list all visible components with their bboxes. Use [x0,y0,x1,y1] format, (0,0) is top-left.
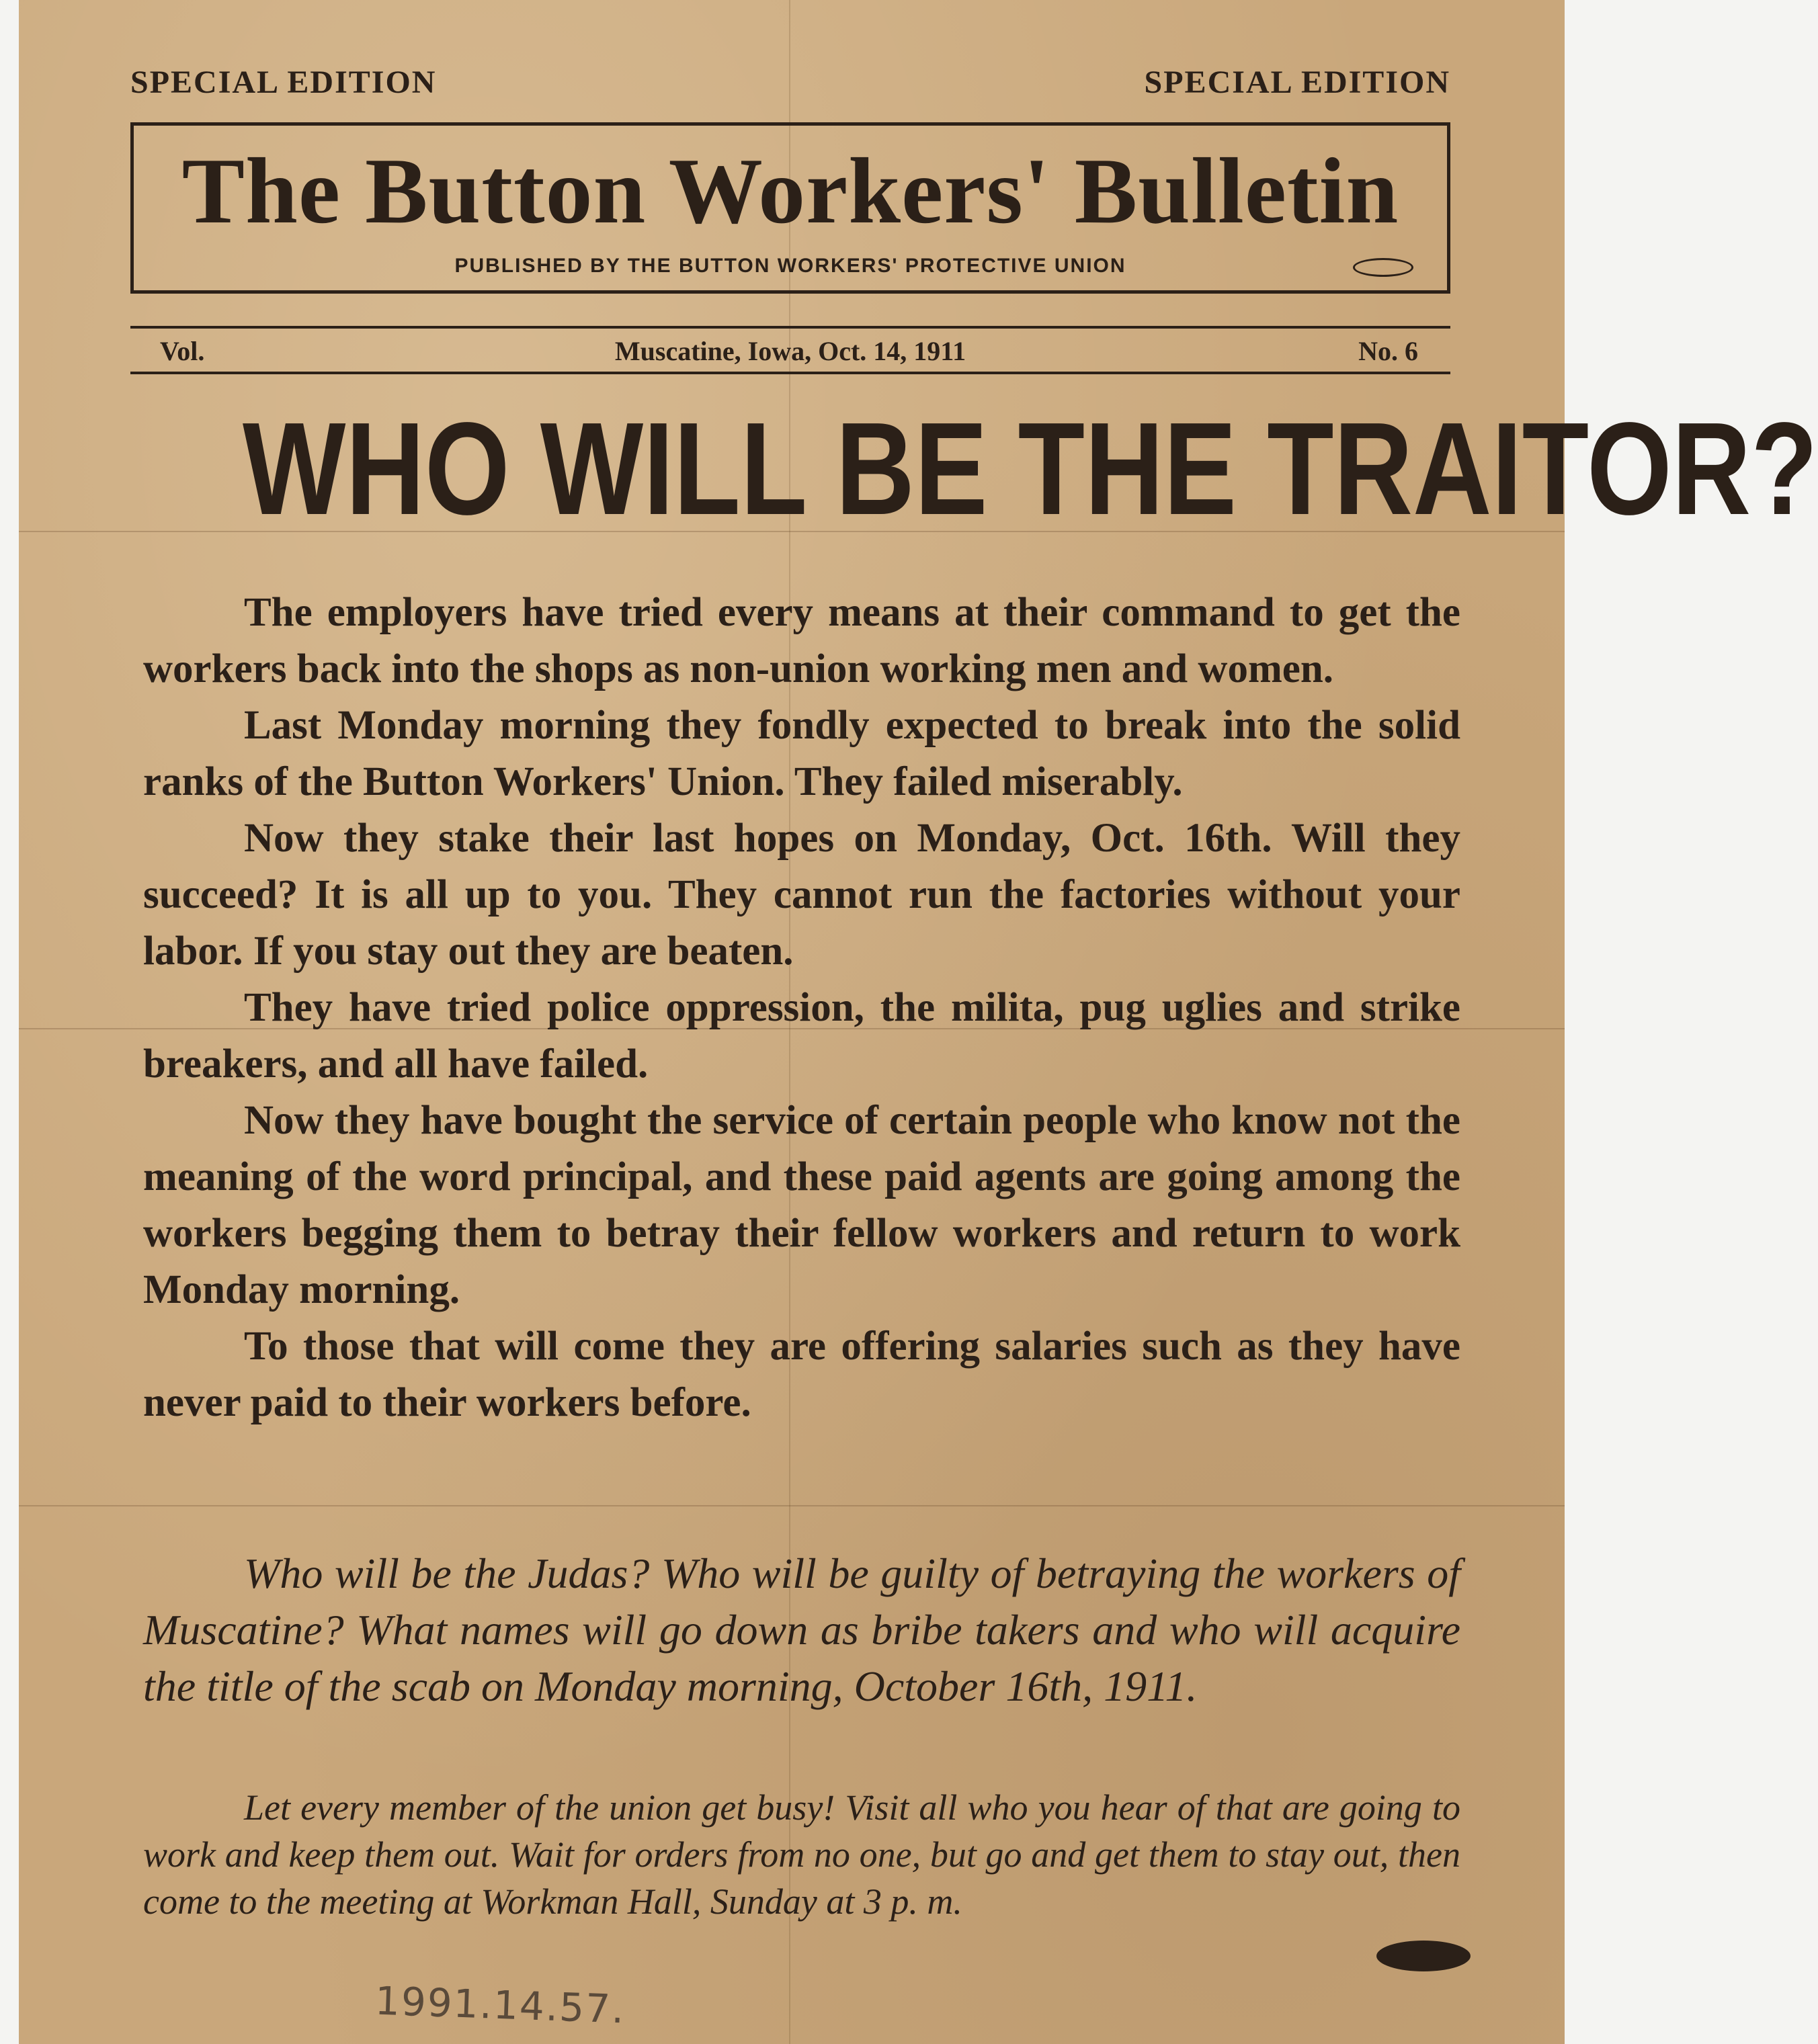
publication-title: The Button Workers' Bulletin [181,139,1399,243]
headline: WHO WILL BE THE TRAITOR? [242,395,1818,542]
place-date: Muscatine, Iowa, Oct. 14, 1911 [614,336,966,366]
paragraph: Now they have bought the service of certain people who know not the meaning of the word principal, and these paid agents are going among the workers begging them to betray their fellow workers and return to work Monday morning. [143,1098,1460,1312]
catalog-number: 1991.14.57. [374,1977,626,2033]
closing-call [143,1784,1460,1925]
paragraph: Now they stake their last hopes on Monday, Oct. 16th. Will they succeed? It is all up to you. They cannot run the factories without your labor. If you stay out they are beaten. [143,816,1460,974]
issue-number: No. 6 [1358,336,1418,366]
special-edition-left: SPECIAL EDITION [130,65,437,100]
volume-label: Vol. [160,336,205,366]
paragraph: The employers have tried every means at their command to get the workers back into the shops as non-union working men and women. [143,590,1460,691]
paragraph: They have tried police oppression, the milita, pug uglies and strike breakers, and all have failed. [143,985,1460,1087]
masthead [130,122,1450,294]
bulletin-page [19,0,1818,2044]
volume-bar [130,326,1450,374]
union-bug-icon [1376,1941,1471,1971]
union-label-icon [1353,258,1413,277]
paragraph: Let every member of the union get busy! Visit all who you hear of that are going to work and keep them out. Wait for orders from no one, but go and get them to stay out, then come to the meeting at Workman Hall, Sunday at 3 p. m. [143,1787,1460,1922]
italic-appeal [143,1545,1460,1715]
publisher-line: PUBLISHED BY THE BUTTON WORKERS' PROTECTIVE UNION [454,255,1126,277]
fold-line [19,1505,1565,1506]
paragraph: Last Monday morning they fondly expected to break into the solid ranks of the Button Workers' Union. They failed miserably. [143,703,1460,804]
paragraph: To those that will come they are offering salaries such as they have never paid to their workers before. [143,1324,1460,1425]
article-body [143,585,1460,1431]
special-edition-right: SPECIAL EDITION [1144,65,1450,100]
paragraph: Who will be the Judas? Who will be guilty of betraying the workers of Muscatine? What names will go down as bribe takers and who will acquire the title of the scab on Monday morning, October 16th, 1911. [143,1549,1460,1710]
